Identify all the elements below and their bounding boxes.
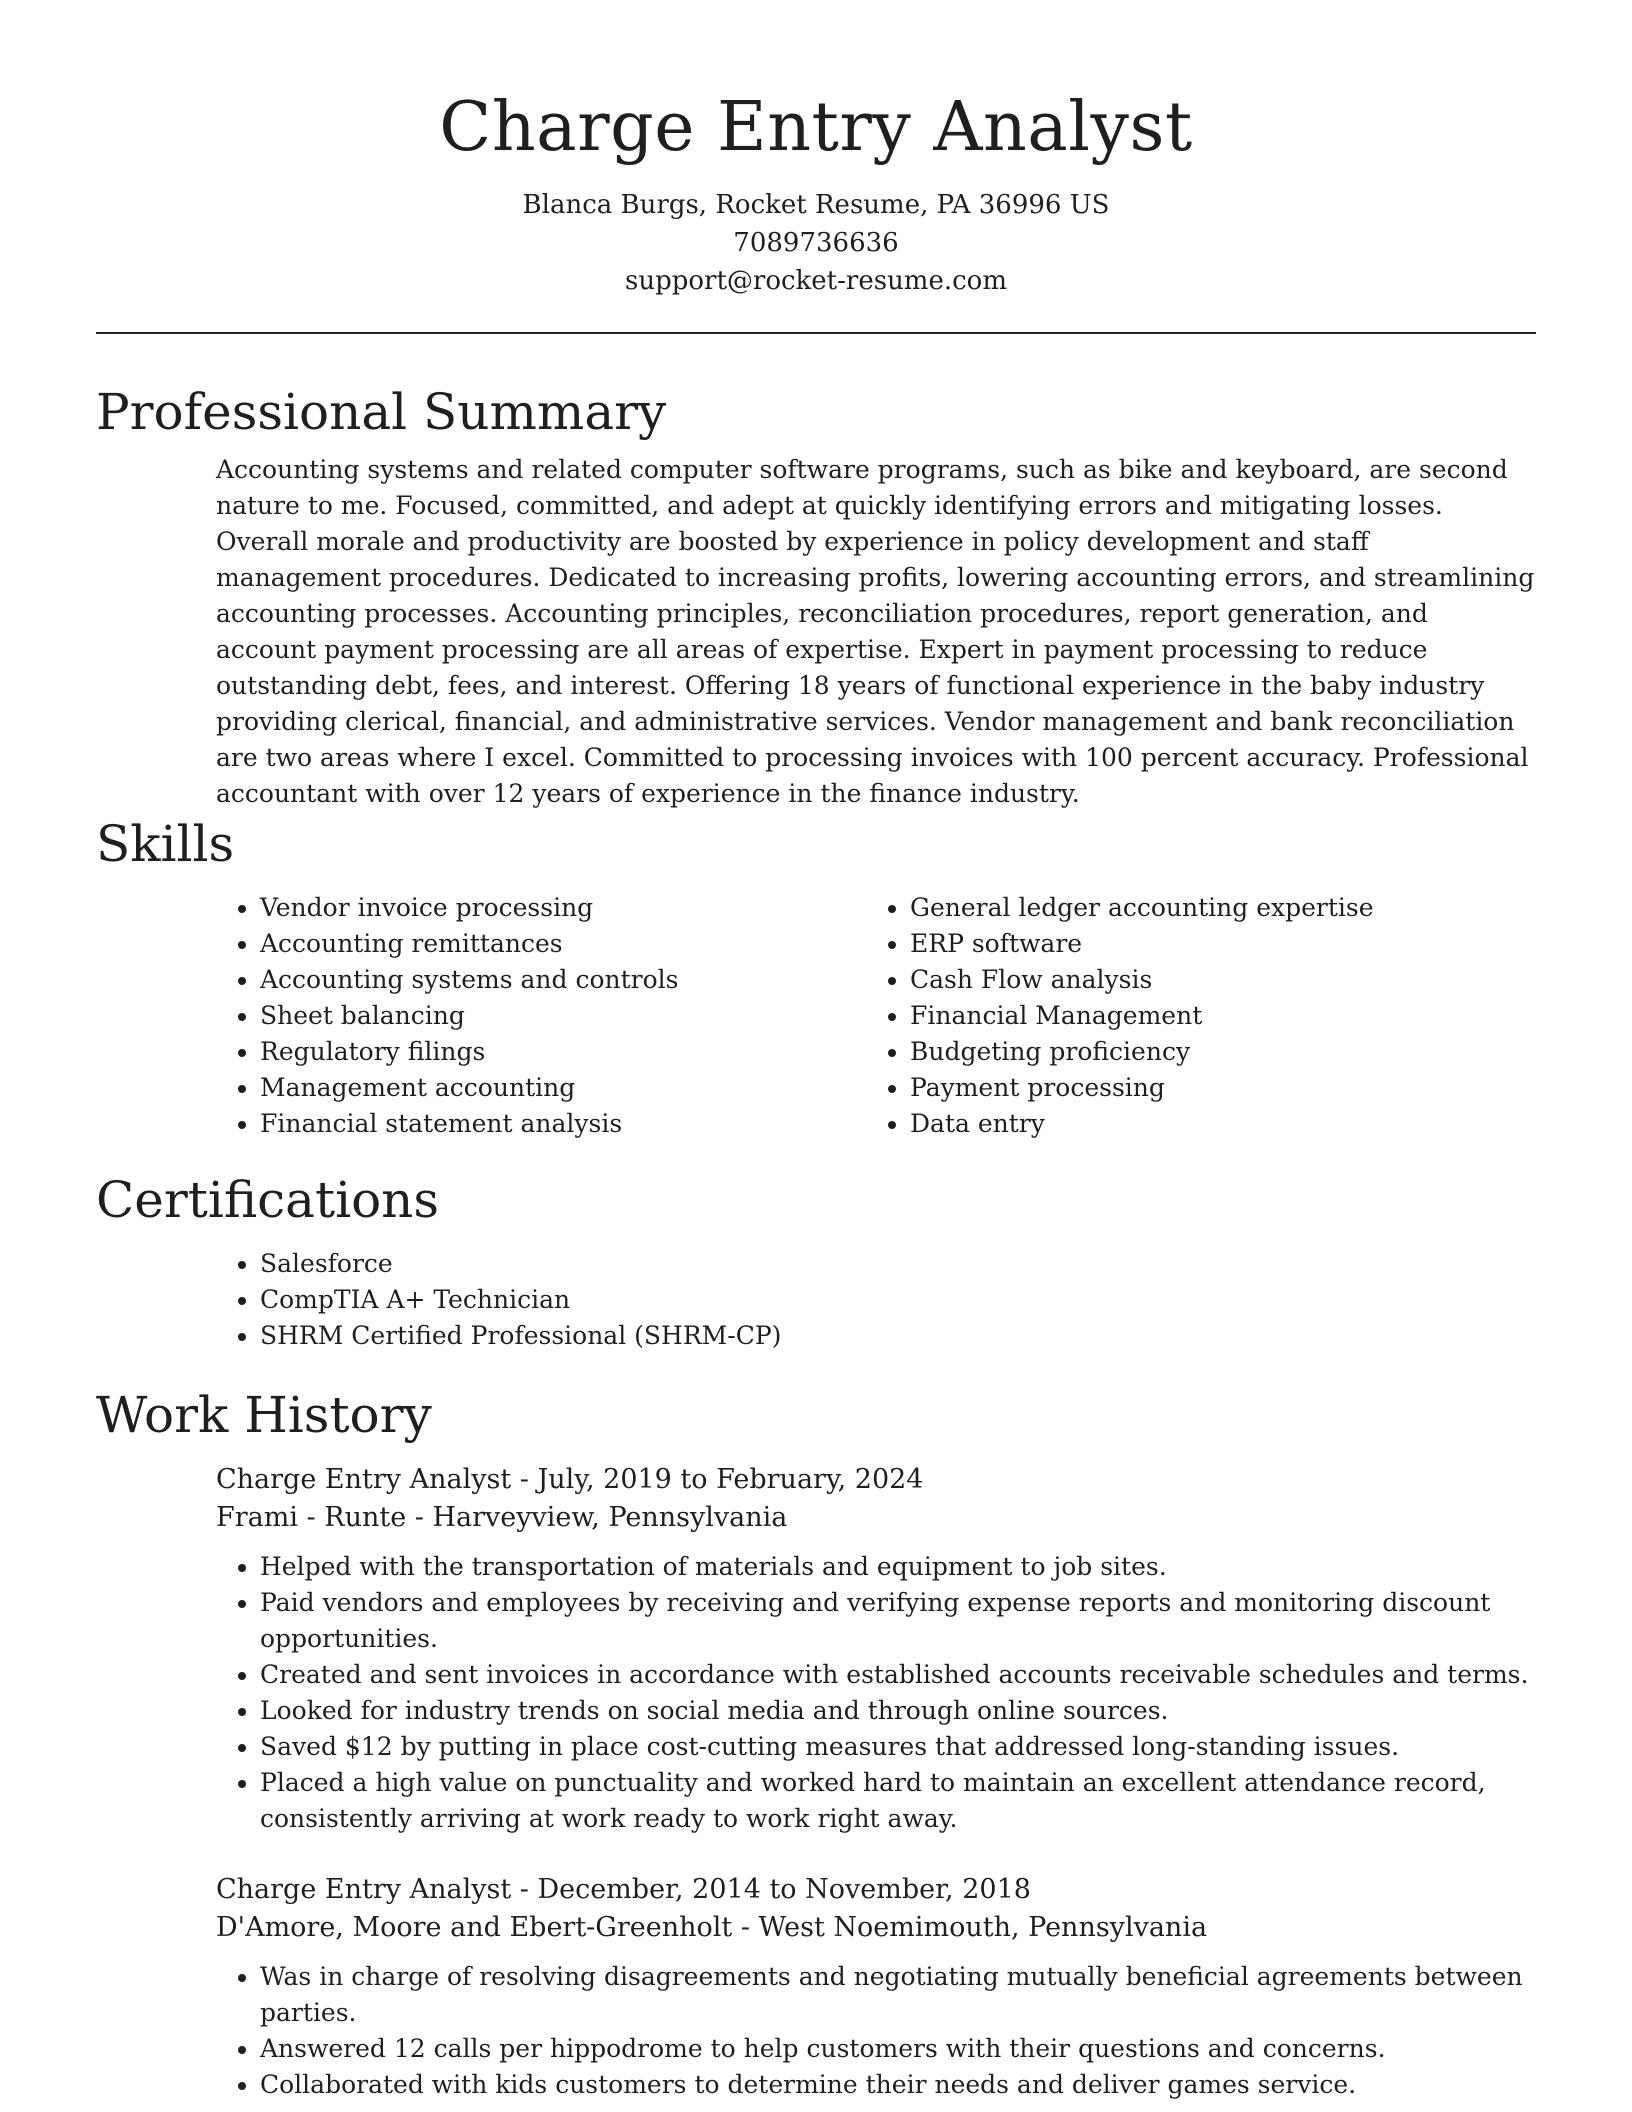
job-company-line <box>216 1499 1536 1537</box>
summary-section <box>96 380 1536 812</box>
skills-column-left <box>216 890 866 1142</box>
list-item: • Vendor invoice processing <box>260 890 866 926</box>
skills-column-right <box>866 890 1516 1142</box>
list-item: • Regulatory filings <box>260 1034 866 1070</box>
list-item: • Placed a high value on punctuality and worked hard to maintain an excellent attendance record, consistently arriving at work ready to work right away. <box>260 1765 1536 1837</box>
job-role: Charge Entry Analyst <box>216 1874 512 1905</box>
list-item: • Was in charge of resolving disagreements and negotiating mutually beneficial agreements between parties. <box>260 1959 1536 2031</box>
contact-block <box>96 186 1536 300</box>
summary-heading: Professional Summary <box>96 383 667 441</box>
list-item: • Financial statement analysis <box>260 1106 866 1142</box>
list-item: • Accounting systems and controls <box>260 962 866 998</box>
list-item: • Management accounting <box>260 1070 866 1106</box>
list-item: • Cash Flow analysis <box>910 962 1516 998</box>
job-title-line <box>216 1871 1536 1909</box>
work-history-section <box>96 1383 1536 2103</box>
job-role: Charge Entry Analyst <box>216 1464 512 1495</box>
job-company-line <box>216 1909 1536 1947</box>
skills-section <box>96 812 1536 1142</box>
list-item: • Salesforce <box>260 1246 1536 1282</box>
certifications-list <box>216 1246 1536 1354</box>
list-item: • Saved $12 by putting in place cost-cutting measures that addressed long-standing issues. <box>260 1729 1536 1765</box>
list-item: • CompTIA A+ Technician <box>260 1282 1536 1318</box>
list-item: • SHRM Certified Professional (SHRM-CP) <box>260 1318 1536 1354</box>
certifications-section <box>96 1168 1536 1354</box>
work-history-heading: Work History <box>96 1386 432 1444</box>
job-entry <box>216 1461 1536 1837</box>
contact-phone: 7089736636 <box>733 228 899 258</box>
list-item: • Payment processing <box>910 1070 1516 1106</box>
job-dates: - December, 2014 to November, 2018 <box>511 1874 1031 1905</box>
list-item: • Paid vendors and employees by receiving and verifying expense reports and monitoring discount opportunities. <box>260 1585 1536 1657</box>
list-item: • Financial Management <box>910 998 1516 1034</box>
header-divider <box>96 332 1536 334</box>
list-item: • Looked for industry trends on social media and through online sources. <box>260 1693 1536 1729</box>
skills-heading: Skills <box>96 815 235 873</box>
contact-address: Blanca Burgs, Rocket Resume, PA 36996 US <box>522 190 1110 220</box>
list-item: • Collaborated with kids customers to determine their needs and deliver games service. <box>260 2067 1536 2103</box>
job-location: - West Noemimouth, Pennsylvania <box>732 1912 1208 1943</box>
job-entry <box>216 1871 1536 2103</box>
list-item: • Budgeting proficiency <box>910 1034 1516 1070</box>
list-item: • ERP software <box>910 926 1516 962</box>
skills-grid <box>216 890 1536 1142</box>
list-item: • Sheet balancing <box>260 998 866 1034</box>
resume-page <box>96 0 1536 2099</box>
job-title-line <box>216 1461 1536 1499</box>
certifications-heading: Certifications <box>96 1171 440 1229</box>
job-company: D'Amore, Moore and Ebert-Greenholt <box>216 1912 733 1943</box>
page-title: Charge Entry Analyst <box>439 88 1193 167</box>
job-location: - Harveyview, Pennsylvania <box>406 1502 788 1533</box>
list-item: • Helped with the transportation of materials and equipment to job sites. <box>260 1549 1536 1585</box>
job-company: Frami - Runte <box>216 1502 407 1533</box>
list-item: • Created and sent invoices in accordance with established accounts receivable schedules and terms. <box>260 1657 1536 1693</box>
list-item: • Answered 12 calls per hippodrome to help customers with their questions and concerns. <box>260 2031 1536 2067</box>
contact-email: support@rocket-resume.com <box>624 266 1007 296</box>
summary-text: Accounting systems and related computer software programs, such as bike and keyboard, are second nature to me. Focused, committed, and adept at quickly identifying errors and mitigating losses. Overall morale and productivity are boosted by experience in policy development and staff management procedures. Dedicated to increasing profits, lowering accounting errors, and streamlining accounting processes. Accounting principles, reconciliation procedures, report generation, and account payment processing are all areas of expertise. Expert in payment processing to reduce outstanding debt, fees, and interest. Offering 18 years of functional experience in the baby industry providing clerical, financial, and administrative services. Vendor management and bank reconciliation are two areas where I excel. Committed to processing invoices with 100 percent accuracy. Professional accountant with over 12 years of experience in the finance industry. <box>216 455 1535 808</box>
job-dates: - July, 2019 to February, 2024 <box>511 1464 924 1495</box>
list-item: • Accounting remittances <box>260 926 866 962</box>
list-item: • Data entry <box>910 1106 1516 1142</box>
list-item: • General ledger accounting expertise <box>910 890 1516 926</box>
resume-header <box>96 0 1536 334</box>
